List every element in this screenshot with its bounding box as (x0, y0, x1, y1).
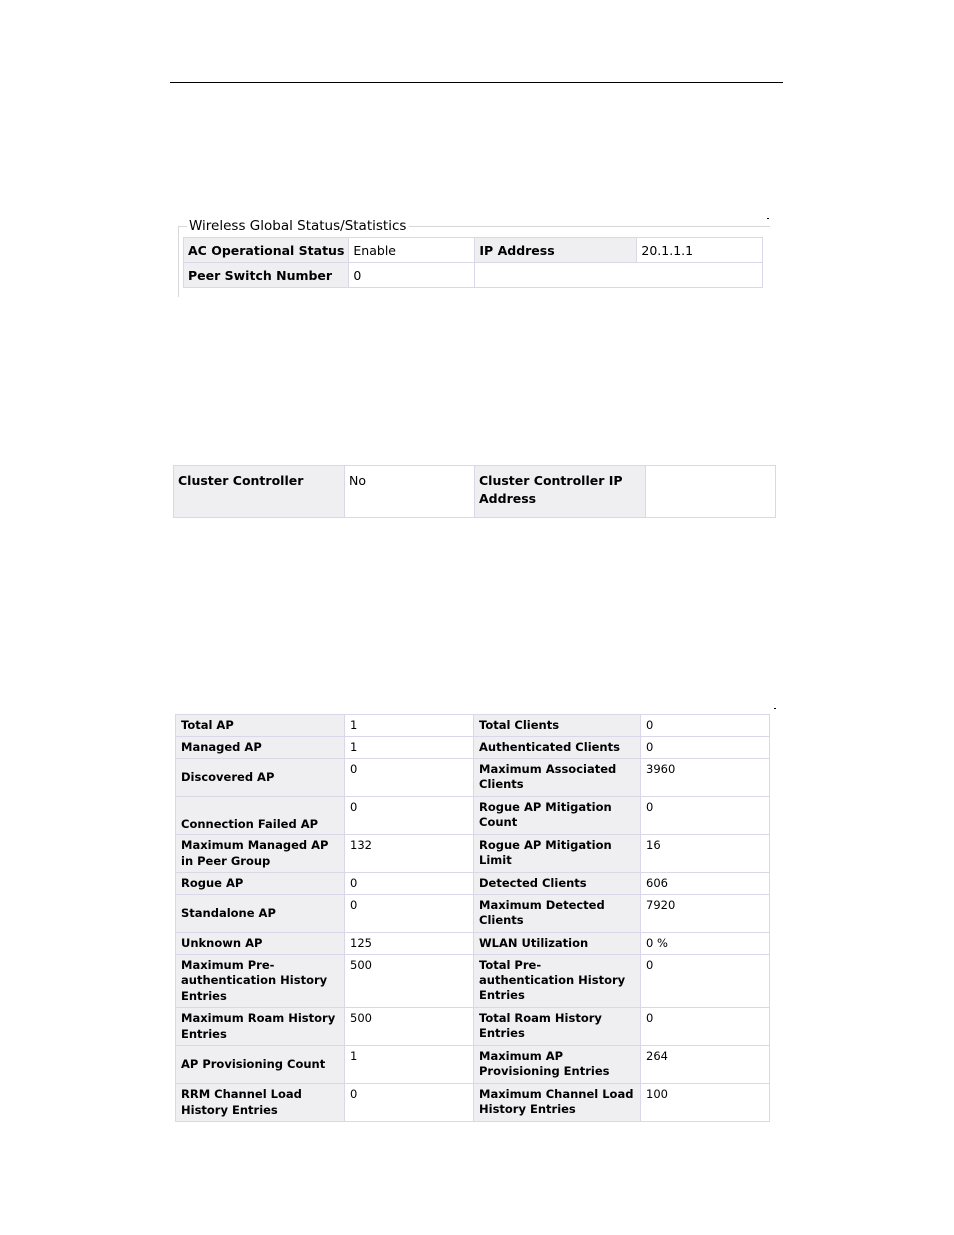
stat-value: 0 (345, 873, 474, 895)
table-row (176, 835, 770, 873)
table-row (176, 955, 770, 1008)
stat-label: Maximum Channel Load History Entries (474, 1084, 641, 1122)
cluster-controller-value: No (345, 466, 475, 518)
stat-label: Maximum AP Provisioning Entries (474, 1046, 641, 1084)
corner-mark (774, 708, 776, 709)
page-header-rule (170, 82, 783, 83)
ac-operational-status-value: Enable (349, 238, 475, 263)
stat-value: 7920 (641, 895, 770, 933)
stat-value: 1 (345, 1046, 474, 1084)
stat-value: 0 (345, 895, 474, 933)
cluster-controller-label: Cluster Controller (174, 466, 345, 518)
stat-value: 0 (345, 797, 474, 835)
cluster-controller-table (173, 465, 776, 518)
table-row (176, 933, 770, 955)
stat-label: Maximum Detected Clients (474, 895, 641, 933)
stat-value: 1 (345, 737, 474, 759)
stat-value: 0 (641, 955, 770, 1008)
stat-label: Discovered AP (176, 759, 345, 797)
stat-value: 125 (345, 933, 474, 955)
table-row (176, 797, 770, 835)
stat-value: 16 (641, 835, 770, 873)
stat-value: 100 (641, 1084, 770, 1122)
stat-label: Total AP (176, 715, 345, 737)
table-row (184, 238, 763, 263)
stat-label: Rogue AP (176, 873, 345, 895)
stat-value: 500 (345, 955, 474, 1008)
stat-label: Maximum Roam History Entries (176, 1008, 345, 1046)
stat-value: 0 (641, 797, 770, 835)
table-row (176, 1008, 770, 1046)
cluster-controller-ip-value (646, 466, 776, 518)
global-status-legend: Wireless Global Status/Statistics (187, 218, 409, 234)
stat-label: Maximum Associated Clients (474, 759, 641, 797)
empty-cell (475, 263, 763, 288)
stat-value: 500 (345, 1008, 474, 1046)
stat-value: 0 (345, 759, 474, 797)
stat-label: Authenticated Clients (474, 737, 641, 759)
stat-value: 0 (641, 737, 770, 759)
table-row (174, 466, 776, 518)
table-row (176, 1084, 770, 1122)
stat-label: Total Pre-authentication History Entries (474, 955, 641, 1008)
stat-label: Managed AP (176, 737, 345, 759)
ip-address-value: 20.1.1.1 (637, 238, 763, 263)
corner-mark (767, 218, 769, 219)
stat-label: RRM Channel Load History Entries (176, 1084, 345, 1122)
ac-operational-status-label: AC Operational Status (184, 238, 349, 263)
stat-value: 132 (345, 835, 474, 873)
peer-switch-number-label: Peer Switch Number (184, 263, 349, 288)
wireless-statistics-table (175, 714, 770, 1122)
table-row (176, 895, 770, 933)
stat-label: Total Roam History Entries (474, 1008, 641, 1046)
table-row (176, 759, 770, 797)
stat-label: Detected Clients (474, 873, 641, 895)
ip-address-label: IP Address (475, 238, 637, 263)
stat-value: 0 (345, 1084, 474, 1122)
stat-value: 0 (641, 1008, 770, 1046)
stat-label: Standalone AP (176, 895, 345, 933)
stat-value: 606 (641, 873, 770, 895)
stat-label: Unknown AP (176, 933, 345, 955)
table-row (184, 263, 763, 288)
stat-label: Rogue AP Mitigation Count (474, 797, 641, 835)
stat-label: Maximum Managed AP in Peer Group (176, 835, 345, 873)
peer-switch-number-value: 0 (349, 263, 475, 288)
stat-value: 264 (641, 1046, 770, 1084)
stat-label: Total Clients (474, 715, 641, 737)
stat-value: 0 % (641, 933, 770, 955)
table-row (176, 737, 770, 759)
stat-label: AP Provisioning Count (176, 1046, 345, 1084)
stat-value: 1 (345, 715, 474, 737)
global-status-table (183, 237, 763, 288)
stat-label: Maximum Pre-authentication History Entries (176, 955, 345, 1008)
stat-label: Connection Failed AP (176, 797, 345, 835)
stat-value: 3960 (641, 759, 770, 797)
stat-label: WLAN Utilization (474, 933, 641, 955)
cluster-controller-ip-label: Cluster Controller IP Address (475, 466, 646, 518)
stat-value: 0 (641, 715, 770, 737)
table-row (176, 715, 770, 737)
table-row (176, 1046, 770, 1084)
stat-label: Rogue AP Mitigation Limit (474, 835, 641, 873)
table-row (176, 873, 770, 895)
